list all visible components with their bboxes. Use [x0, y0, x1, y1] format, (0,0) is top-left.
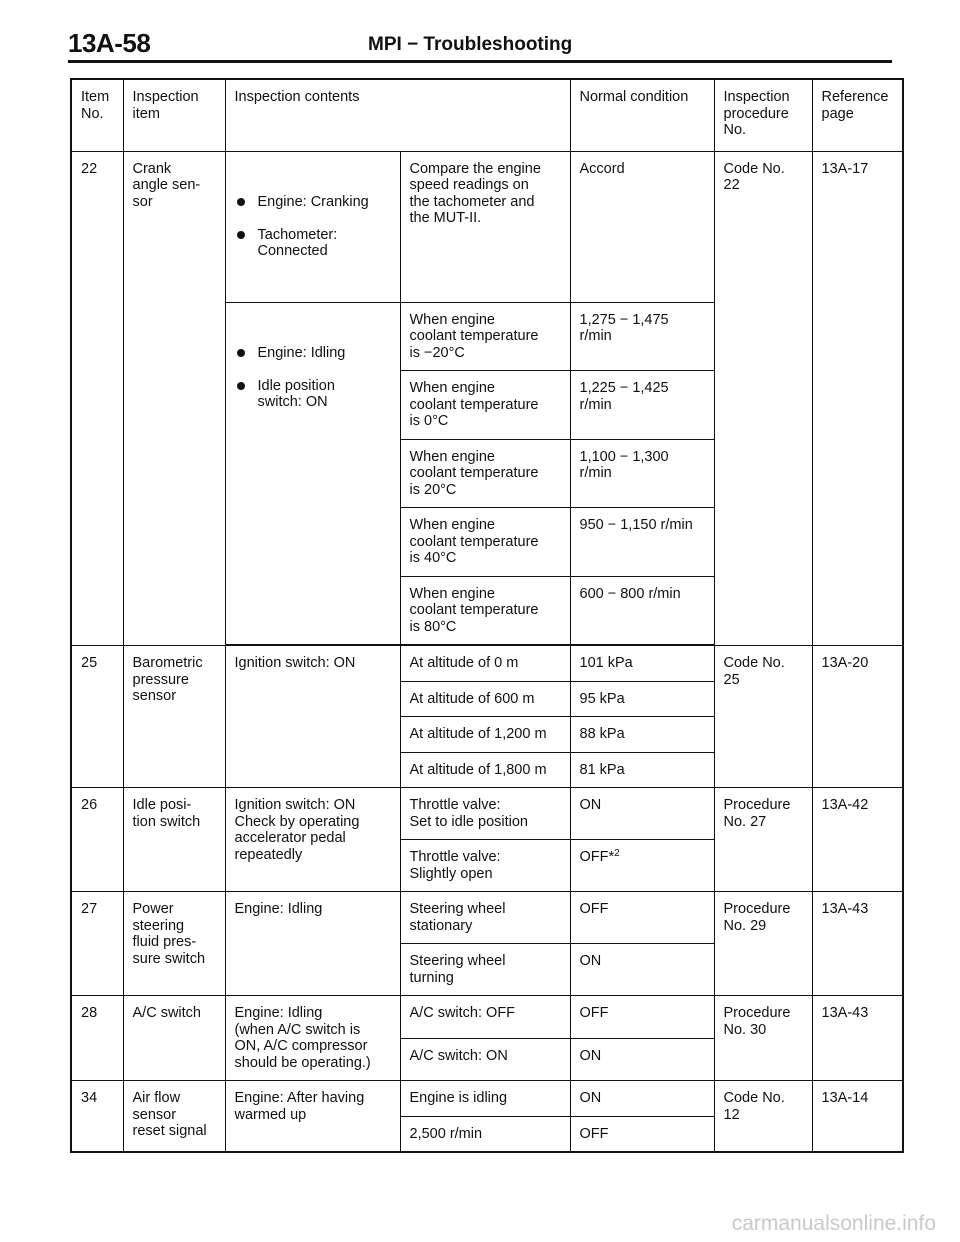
detail-cell: At altitude of 1,800 m [400, 752, 570, 788]
reference-cell: 13A-43 [812, 996, 903, 1081]
normal-condition-cell: Accord [570, 151, 714, 302]
condition-cell: Engine: Idling (when A/C switch is ON, A/C compressor should be operating.) [225, 996, 400, 1081]
procedure-cell: Procedure No. 29 [714, 892, 812, 996]
procedure-cell: Procedure No. 30 [714, 996, 812, 1081]
item-no-cell: 27 [71, 892, 123, 996]
procedure-cell: Procedure No. 27 [714, 788, 812, 892]
normal-condition-cell: 950 − 1,150 r/min [570, 508, 714, 577]
reference-cell: 13A-14 [812, 1081, 903, 1153]
condition-cell: Ignition switch: ON [225, 646, 400, 788]
condition-list [235, 177, 394, 276]
inspection-item-cell: Power steering fluid pres- sure switch [123, 892, 225, 996]
condition-cell: Engine: After having warmed up [225, 1081, 400, 1153]
table-row [71, 1081, 903, 1117]
inspection-item-cell: Air flow sensor reset signal [123, 1081, 225, 1153]
normal-condition-cell: 600 − 800 r/min [570, 576, 714, 645]
table-row [71, 996, 903, 1039]
detail-cell: When engine coolant temperature is 80°C [400, 576, 570, 645]
normal-condition-cell: 1,275 − 1,475 r/min [570, 302, 714, 371]
reference-cell: 13A-17 [812, 151, 903, 646]
detail-cell: When engine coolant temperature is −20°C [400, 302, 570, 371]
normal-condition-cell: 1,100 − 1,300 r/min [570, 439, 714, 508]
detail-cell: Throttle valve: Set to idle position [400, 788, 570, 840]
bullet-icon [237, 198, 245, 206]
condition-cell: Engine: Idling [225, 892, 400, 996]
normal-condition-cell: 81 kPa [570, 752, 714, 788]
table-row [71, 788, 903, 840]
condition-cell [225, 151, 400, 302]
section-title: MPI − Troubleshooting [368, 34, 573, 55]
list-item: Tachometer: Connected [235, 227, 394, 260]
detail-cell: Compare the engine speed readings on the tachometer and the MUT-II. [400, 151, 570, 302]
reference-cell: 13A-20 [812, 646, 903, 788]
normal-condition-cell: 95 kPa [570, 681, 714, 717]
detail-cell: A/C switch: OFF [400, 996, 570, 1039]
table-row [71, 892, 903, 944]
item-no-cell: 34 [71, 1081, 123, 1153]
detail-cell: At altitude of 1,200 m [400, 717, 570, 753]
table-row [71, 151, 903, 302]
normal-condition-cell: 88 kPa [570, 717, 714, 753]
list-item: Engine: Idling [235, 345, 394, 362]
condition-list [235, 328, 394, 427]
detail-cell: Steering wheel stationary [400, 892, 570, 944]
bullet-icon [237, 382, 245, 390]
header-rule [68, 60, 892, 63]
normal-condition-cell: OFF [570, 996, 714, 1039]
bullet-icon [237, 231, 245, 239]
normal-condition-cell: OFF [570, 1116, 714, 1152]
condition-cell: Ignition switch: ON Check by operating accelerator pedal repeatedly [225, 788, 400, 892]
header-inspection-item: Inspection item [123, 79, 225, 151]
detail-cell: Steering wheel turning [400, 944, 570, 996]
watermark: carmanualsonline.info [731, 1212, 936, 1235]
detail-cell: Engine is idling [400, 1081, 570, 1117]
header-inspection-contents: Inspection contents [225, 79, 570, 151]
detail-cell: A/C switch: ON [400, 1038, 570, 1081]
normal-condition-cell: 1,225 − 1,425 r/min [570, 371, 714, 440]
header-item-no: Item No. [71, 79, 123, 151]
inspection-table [70, 78, 904, 1153]
detail-cell: 2,500 r/min [400, 1116, 570, 1152]
header-normal-condition: Normal condition [570, 79, 714, 151]
condition-cell [225, 302, 400, 645]
detail-cell: When engine coolant temperature is 0°C [400, 371, 570, 440]
item-no-cell: 25 [71, 646, 123, 788]
normal-condition-cell: ON [570, 944, 714, 996]
table-header-row [71, 79, 903, 151]
inspection-item-cell: Barometric pressure sensor [123, 646, 225, 788]
normal-condition-cell: ON [570, 788, 714, 840]
detail-cell: At altitude of 0 m [400, 646, 570, 682]
footnote-marker: 2 [614, 848, 620, 859]
inspection-item-cell: Crank angle sen- sor [123, 151, 225, 646]
normal-condition-cell [570, 840, 714, 892]
page-number: 13A-58 [68, 28, 151, 58]
detail-cell: When engine coolant temperature is 20°C [400, 439, 570, 508]
procedure-cell: Code No. 22 [714, 151, 812, 646]
normal-condition-cell: 101 kPa [570, 646, 714, 682]
detail-cell: At altitude of 600 m [400, 681, 570, 717]
list-item: Idle position switch: ON [235, 378, 394, 411]
page-header [68, 28, 892, 62]
procedure-cell: Code No. 12 [714, 1081, 812, 1153]
reference-cell: 13A-43 [812, 892, 903, 996]
detail-cell: Throttle valve: Slightly open [400, 840, 570, 892]
item-no-cell: 22 [71, 151, 123, 646]
table-row [71, 646, 903, 682]
item-no-cell: 28 [71, 996, 123, 1081]
normal-value: OFF* [579, 849, 615, 865]
list-item: Engine: Cranking [235, 194, 394, 211]
normal-condition-cell: ON [570, 1038, 714, 1081]
inspection-item-cell: Idle posi- tion switch [123, 788, 225, 892]
inspection-item-cell: A/C switch [123, 996, 225, 1081]
bullet-icon [237, 349, 245, 357]
item-no-cell: 26 [71, 788, 123, 892]
detail-cell: When engine coolant temperature is 40°C [400, 508, 570, 577]
header-inspection-procedure: Inspection procedure No. [714, 79, 812, 151]
procedure-cell: Code No. 25 [714, 646, 812, 788]
normal-condition-cell: OFF [570, 892, 714, 944]
reference-cell: 13A-42 [812, 788, 903, 892]
normal-condition-cell: ON [570, 1081, 714, 1117]
header-reference-page: Reference page [812, 79, 903, 151]
